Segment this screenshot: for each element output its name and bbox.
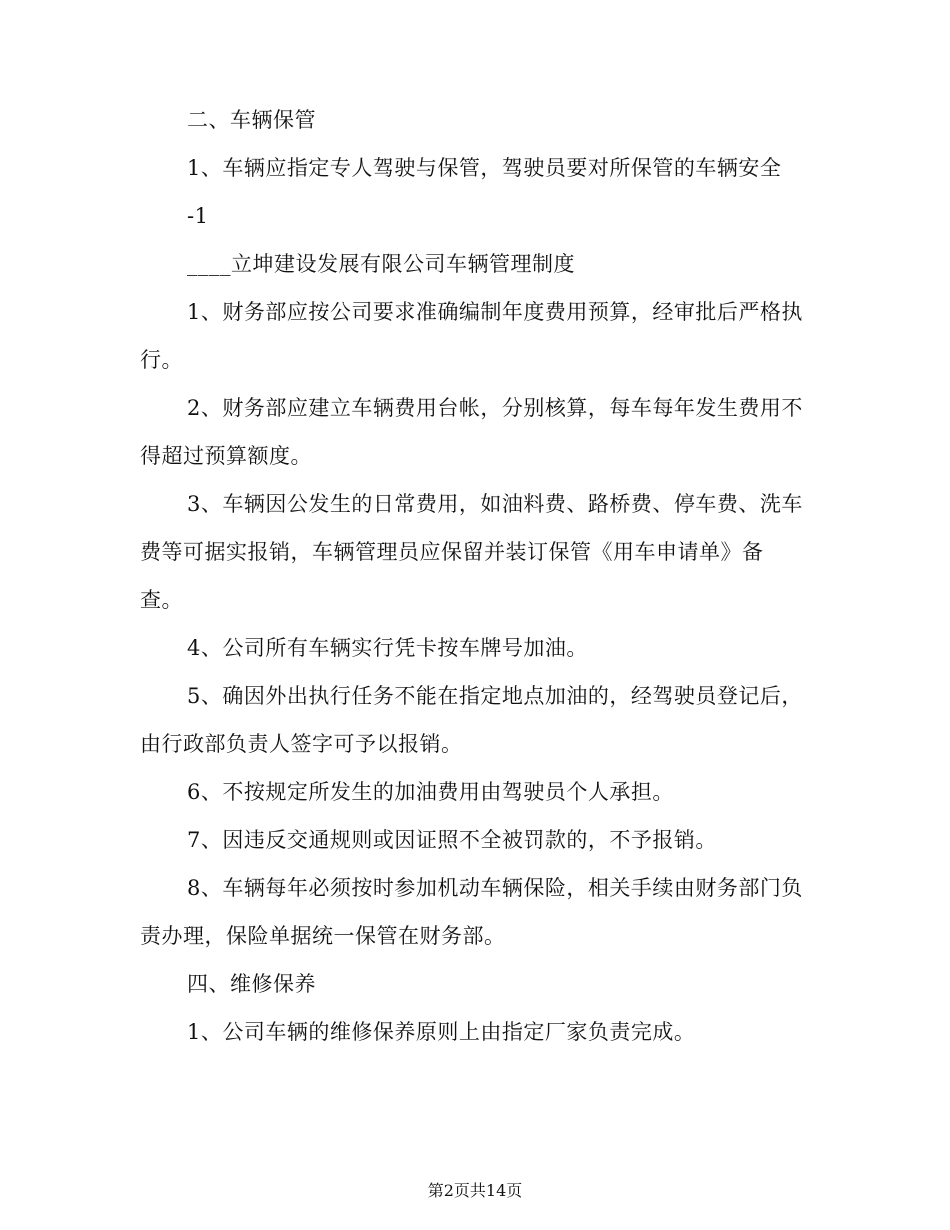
document-title: ____立坤建设发展有限公司车辆管理制度 [187,252,575,276]
section-heading-maintenance: 四、维修保养 [187,972,316,996]
paragraph-line: 5、确因外出执行任务不能在指定地点加油的，经驾驶员登记后， [187,684,803,708]
paragraph-line: 得超过预算额度。 [140,444,312,468]
paragraph-line: 7、因违反交通规则或因证照不全被罚款的，不予报销。 [187,828,717,852]
paragraph-line: 4、公司所有车辆实行凭卡按车牌号加油。 [187,636,588,660]
page-number-footer: 第2页共14页 [427,1181,523,1200]
paragraph-line: 1、财务部应按公司要求准确编制年度费用预算，经审批后严格执 [187,300,803,324]
paragraph-line: 1、公司车辆的维修保养原则上由指定厂家负责完成。 [187,1020,696,1044]
page-marker: -1 [187,204,209,228]
paragraph-line: 2、财务部应建立车辆费用台帐，分别核算，每车每年发生费用不 [187,396,803,420]
paragraph-line: 查。 [140,588,183,612]
section-heading-vehicle-custody: 二、车辆保管 [187,108,316,132]
paragraph-line: 由行政部负责人签字可予以报销。 [140,732,463,756]
paragraph-line: 行。 [140,348,183,372]
paragraph-line: 责办理，保险单据统一保管在财务部。 [140,924,506,948]
paragraph-line: 1、车辆应指定专人驾驶与保管，驾驶员要对所保管的车辆安全 [187,156,782,180]
paragraph-line: 8、车辆每年必须按时参加机动车辆保险，相关手续由财务部门负 [187,876,803,900]
paragraph-line: 6、不按规定所发生的加油费用由驾驶员个人承担。 [187,780,674,804]
paragraph-line: 3、车辆因公发生的日常费用，如油料费、路桥费、停车费、洗车 [187,492,803,516]
paragraph-line: 费等可据实报销，车辆管理员应保留并装订保管《用车申请单》备 [140,540,764,564]
